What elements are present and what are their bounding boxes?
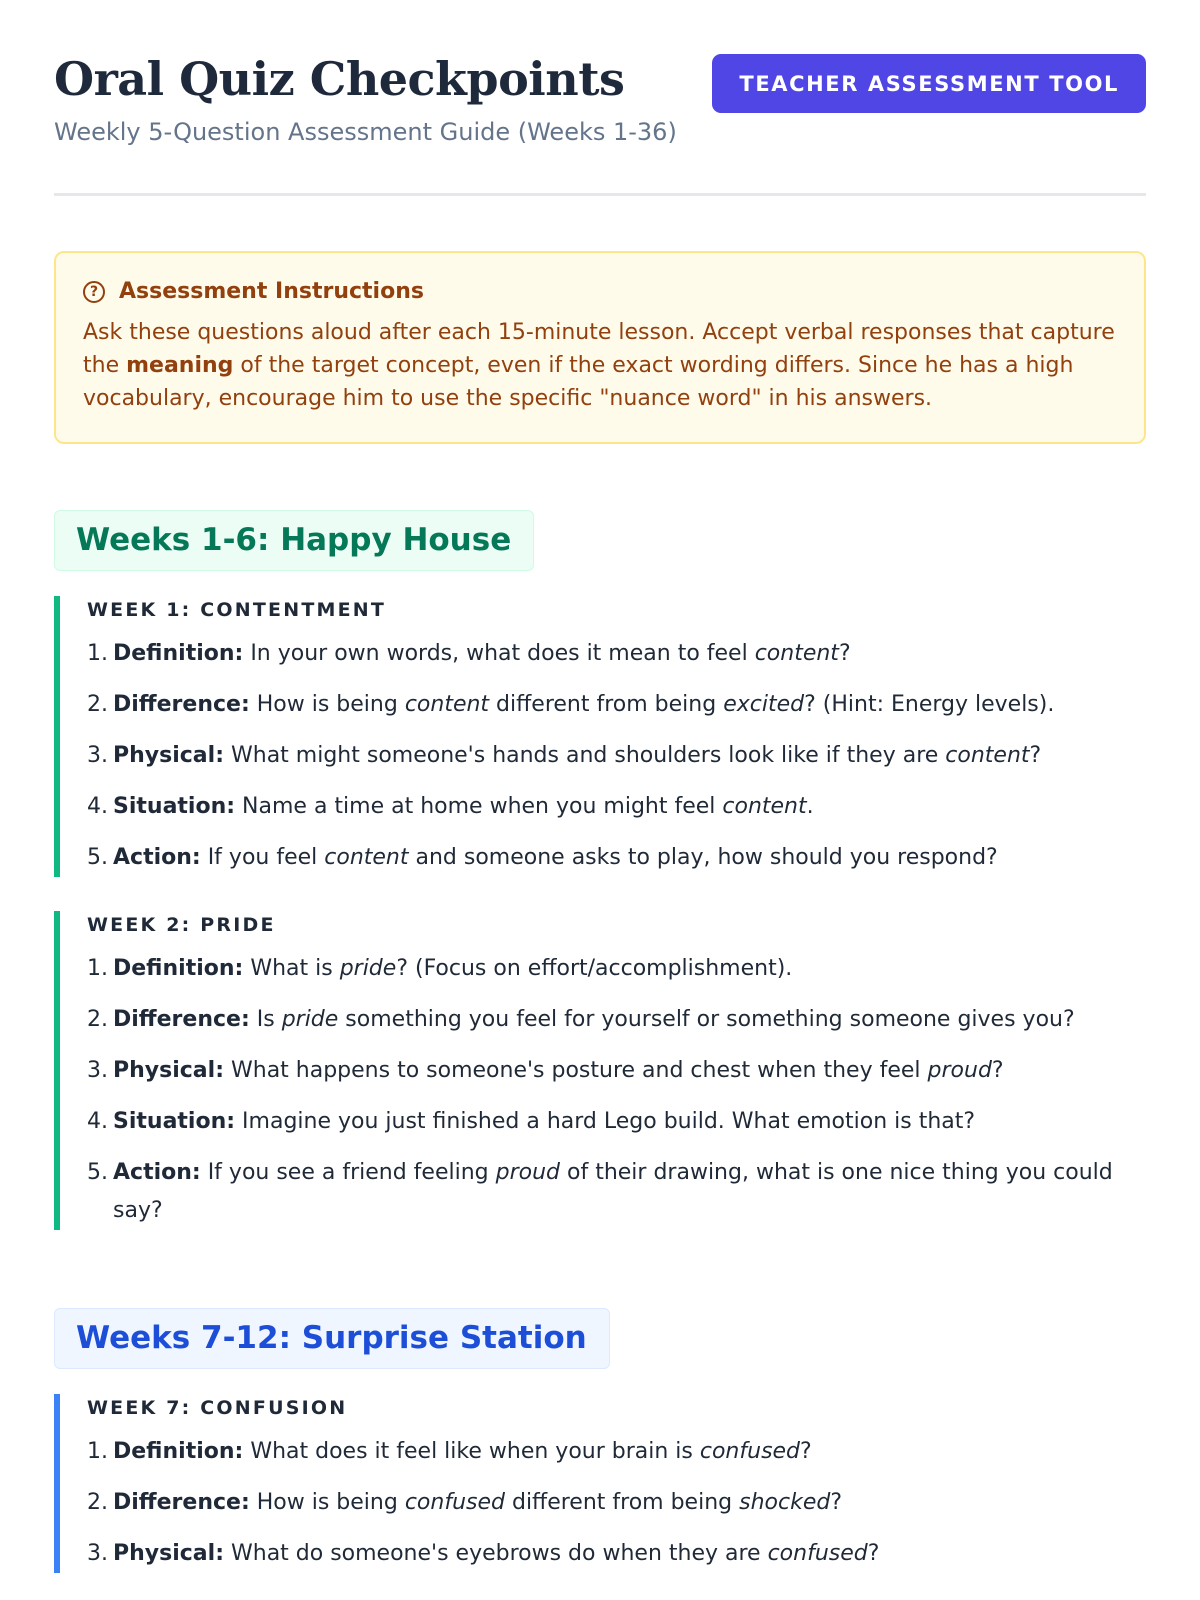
question-text: ? [867,1541,880,1566]
nuance-word: content [324,845,409,870]
question-category: Difference: [113,692,250,717]
question-text: of their drawing, what is one nice thing you could say? [113,1160,1113,1223]
question-item [87,1484,1146,1522]
question-text: ? [830,1490,843,1515]
question-item [87,950,1146,988]
question-text: ? [838,641,851,666]
help-circle-icon: ? [83,281,105,303]
question-list [87,1433,1146,1573]
question-number: 4. [87,1109,108,1134]
question-text: and someone asks to play, how should you respond? [408,845,998,870]
nuance-word: content [404,692,490,717]
nuance-word: pride [281,1007,339,1032]
question-text: Imagine you just finished a hard Lego build. What emotion is that? [235,1109,976,1134]
question-text: different from being [504,1490,740,1515]
question-category: Situation: [113,794,236,819]
question-text: ? [991,1058,1004,1083]
question-text: What happens to someone's posture and chest when they feel [224,1058,928,1083]
section-surprise-station [54,1308,1146,1573]
question-item [87,1535,1146,1573]
question-text: What do someone's eyebrows do when they are [224,1541,768,1566]
instructions-text-after: of the target concept, even if the exact wording differs. Since he has a high vocabulary, encourage him to use the specific "nuance word" in his answers. [83,353,1074,411]
question-item [87,839,1146,877]
question-number: 1. [87,1439,108,1464]
question-text: ? [800,1439,812,1464]
question-item [87,635,1146,673]
instructions-heading: Assessment Instructions [119,279,424,304]
week-block-7 [54,1394,1146,1573]
question-text: How is being [249,1490,405,1515]
nuance-word: excited [723,692,805,717]
question-text: In your own words, what does it mean to feel [243,641,755,666]
nuance-word: proud [495,1160,561,1185]
nuance-word: pride [339,956,397,981]
question-number: 3. [87,1541,108,1566]
question-text: If you feel [200,845,325,870]
question-category: Definition: [113,1439,244,1464]
question-category: Definition: [113,956,244,981]
nuance-word: shocked [739,1490,831,1515]
question-item [87,1001,1146,1039]
question-text: ? [1029,743,1042,768]
question-number: 5. [87,1160,108,1185]
instructions-emphasis: meaning [126,353,234,378]
section-title: Weeks 1-6: Happy House [54,510,534,571]
question-category: Physical: [113,1541,224,1566]
question-text: What might someone's hands and shoulders look like if they are [224,743,946,768]
section-happy-house [54,510,1146,1230]
question-number: 2. [87,692,108,717]
question-item [87,686,1146,724]
nuance-word: confused [404,1490,505,1515]
question-text: Name a time at home when you might feel [235,794,723,819]
question-number: 1. [87,641,108,666]
question-item [87,788,1146,826]
nuance-word: content [945,743,1030,768]
question-item [87,1433,1146,1471]
instructions-text-before: Ask these questions aloud after each 15-minute lesson. Accept verbal responses that capture the [83,320,1115,378]
question-item [87,737,1146,775]
question-item [87,1103,1146,1141]
page-header [54,0,1146,196]
question-text: What does it feel like when your brain is [243,1439,700,1464]
question-category: Action: [113,845,201,870]
question-number: 5. [87,845,108,870]
question-number: 1. [87,956,108,981]
question-text: If you see a friend feeling [200,1160,496,1185]
question-category: Physical: [113,1058,224,1083]
nuance-word: confused [699,1439,801,1464]
assessment-instructions-box [54,251,1146,444]
teacher-assessment-tool-badge[interactable]: TEACHER ASSESSMENT TOOL [712,54,1146,113]
question-category: Physical: [113,743,224,768]
nuance-word: proud [927,1058,992,1083]
question-category: Definition: [113,641,244,666]
week-block-2 [54,911,1146,1230]
question-number: 3. [87,743,108,768]
nuance-word: content [754,641,839,666]
nuance-word: content [722,794,807,819]
section-title: Weeks 7-12: Surprise Station [54,1308,610,1369]
week-block-1 [54,596,1146,877]
question-text: ? (Focus on effort/accomplishment). [396,956,793,981]
question-category: Action: [113,1160,201,1185]
page-subtitle: Weekly 5-Question Assessment Guide (Weeks 1-36) [54,118,677,146]
instructions-text [83,316,1118,415]
week-label: WEEK 1: CONTENTMENT [87,599,387,621]
page-title: Oral Quiz Checkpoints [54,52,625,106]
question-number: 2. [87,1490,108,1515]
week-label: WEEK 7: CONFUSION [87,1397,348,1419]
question-list [87,635,1146,877]
week-label: WEEK 2: PRIDE [87,914,276,936]
question-text: different from being [489,692,724,717]
question-text: How is being [249,692,405,717]
question-list [87,950,1146,1230]
instructions-heading-row [83,279,1118,304]
question-text: . [806,794,814,819]
question-category: Difference: [113,1007,250,1032]
question-category: Difference: [113,1490,250,1515]
question-category: Situation: [113,1109,236,1134]
question-text: What is [243,956,340,981]
question-item [87,1154,1146,1230]
question-number: 3. [87,1058,108,1083]
question-number: 4. [87,794,108,819]
question-text: Is [249,1007,282,1032]
question-text: something you feel for yourself or something someone gives you? [338,1007,1075,1032]
nuance-word: confused [767,1541,868,1566]
question-number: 2. [87,1007,108,1032]
question-item [87,1052,1146,1090]
question-text: ? (Hint: Energy levels). [804,692,1055,717]
